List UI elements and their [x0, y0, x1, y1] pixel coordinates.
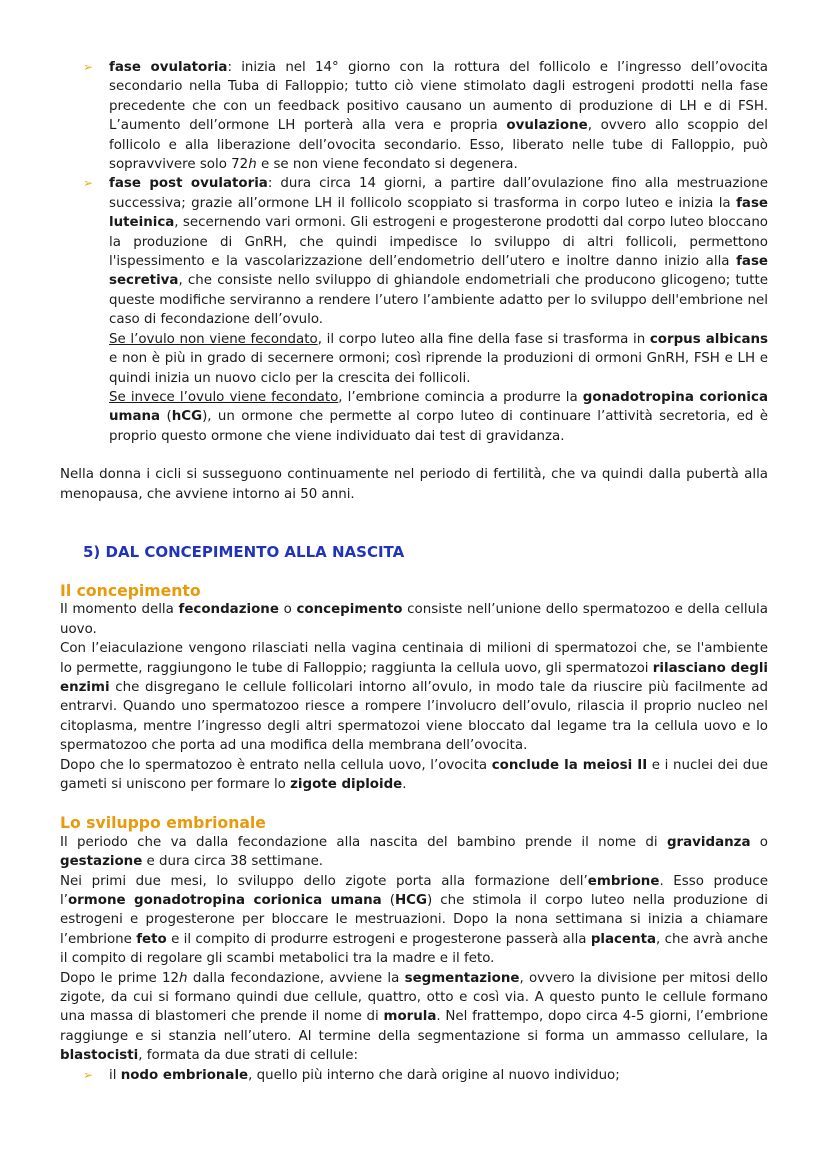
subheading-sviluppo-embrionale: Lo sviluppo embrionale: [60, 813, 266, 833]
bullet-text: fase ovulatoria: inizia nel 14° giorno con la rottura del follicolo e l’ingresso dell’ovocita secondario nella Tuba di Falloppio; tutto ciò viene stimolato dagli estrogeni prodotti nella fase precedente che con un feedback positivo causano un aumento di produzione di LH e di FSH. L’aumento dell’ormone LH porterà alla vera e propria ovulazione, ovvero allo scoppio del follicolo e alla liberazione dell’ovocita secondario. Esso, liberato nelle tube di Falloppio, può sopravvivere solo 72h e se non viene fecondato si degenera.: [109, 60, 768, 173]
paragraph-cicli-donna: Nella donna i cicli si susseguono continuamente nel periodo di fertilità, che va quindi dalla pubertà alla menopausa, che avviene intorno ai 50 anni.: [60, 467, 768, 502]
section-title: 5) DAL CONCEPIMENTO ALLA NASCITA: [83, 542, 405, 561]
arrow-bullet-icon: ➢: [83, 60, 94, 74]
arrow-bullet-icon: ➢: [83, 176, 94, 191]
bullet-nodo-embrionale: ➢ il nodo embrionale, quello più interno che darà origine al nuovo individuo;: [60, 1066, 768, 1085]
arrow-bullet-icon: ➢: [83, 1067, 94, 1082]
paragraph-ovulo-non-fecondato: Se l’ovulo non viene fecondato, il corpo luteo alla fine della fase si trasforma in corpus albicans e non è più in grado di secernere ormoni; così riprende la produzioni di ormoni GnRH, FSH e LH e quindi inizia un nuovo ciclo per la crescita dei follicoli.: [109, 331, 768, 386]
paragraph-sviluppo: Il periodo che va dalla fecondazione alla nascita del bambino prende il nome di gravidanza o gestazione e dura circa 38 settimane. Nei primi due mesi, lo sviluppo dello zigote porta alla formazione dell’embrione. Esso produce l’ormone gonadotropina corionica umana (HCG) che stimola il corpo luteo nella produzione di estrogeni e progesterone per bloccare le mestruazioni. Dopo la nona settimana si inizia a chiamare l’embrione feto e il compito di produrre estrogeni e progesterone passerà alla placenta, che avrà anche il compito di regolare gli scambi metabolici tra la madre e il feto. Dopo le prime 12h dalla fecondazione, avviene la segmentazione, ovvero la divisione per mitosi dello zigote, da cui si formano quindi due cellule, quattro, otto e così via. A questo punto le cellule formano una massa di blastomeri che prende il nome di morula. Nel frattempo, dopo circa 4-5 giorni, l’embrione raggiunge e si stanzia nell’utero. Al termine della segmentazione si forma un ammasso cellulare, la blastocisti, formata da due strati di cellule:: [60, 834, 769, 1064]
bullet-fase-ovulatoria: [60, 58, 768, 174]
subheading-concepimento: Il concepimento: [60, 580, 201, 600]
bullet-text: fase post ovulatoria: dura circa 14 giorni, a partire dall’ovulazione fino alla mestruazione successiva; grazie all’ormone LH il follicolo scoppiato si trasforma in corpo luteo e inizia la fase luteinica, secernendo vari ormoni. Gli estrogeni e progesterone prodotti dal corpo luteo bloccano la produzione di GnRH, che quindi impedisce lo sviluppo di altri follicoli, permettono l'ispessimento e la vascolarizzazione dell’endometrio dell’utero e inoltre danno inizio alla fase secretiva, che consiste nello sviluppo di ghiandole endometriali che producono glicogeno; tutte queste modifiche serviranno a rendere l’utero l’ambiente adatto per lo sviluppo dell'embrione nel caso di fecondazione dell’ovulo.: [109, 176, 768, 328]
paragraph-concepimento: Il momento della fecondazione o concepimento consiste nell’unione dello spermatozoo e della cellula uovo. Con l’eiaculazione vengono rilasciati nella vagina centinaia di milioni di spermatozoi che, se l'ambiente lo permette, raggiungono le tube di Falloppio; raggiunta la cellula uovo, gli spermatozoi rilasciano degli enzimi che disgregano le cellule follicolari intorno all’ovulo, in modo tale da riuscire più facilmente ad entrarvi. Quando uno spermatozoo riesce a rompere l’involucro dell’ovulo, rilascia il proprio nucleo nel citoplasma, mentre l’ingresso degli altri spermatozoi viene bloccato dal legame tra la cellula uovo e lo spermatozoo che porta ad una modifica della membrana dell’ovocita. Dopo che lo spermatozoo è entrato nella cellula uovo, l’ovocita conclude la meiosi II e i nuclei dei due gameti si uniscono per formare lo zigote diploide.: [60, 602, 768, 792]
bullet-fase-post-ovulatoria: [60, 174, 768, 329]
paragraph-ovulo-fecondato: Se invece l’ovulo viene fecondato, l’embrione comincia a produrre la gonadotropina corionica umana (hCG), un ormone che permette al corpo luteo di continuare l’attività secretoria, ed è proprio questo ormone che viene individuato dai test di gravidanza.: [109, 389, 768, 444]
